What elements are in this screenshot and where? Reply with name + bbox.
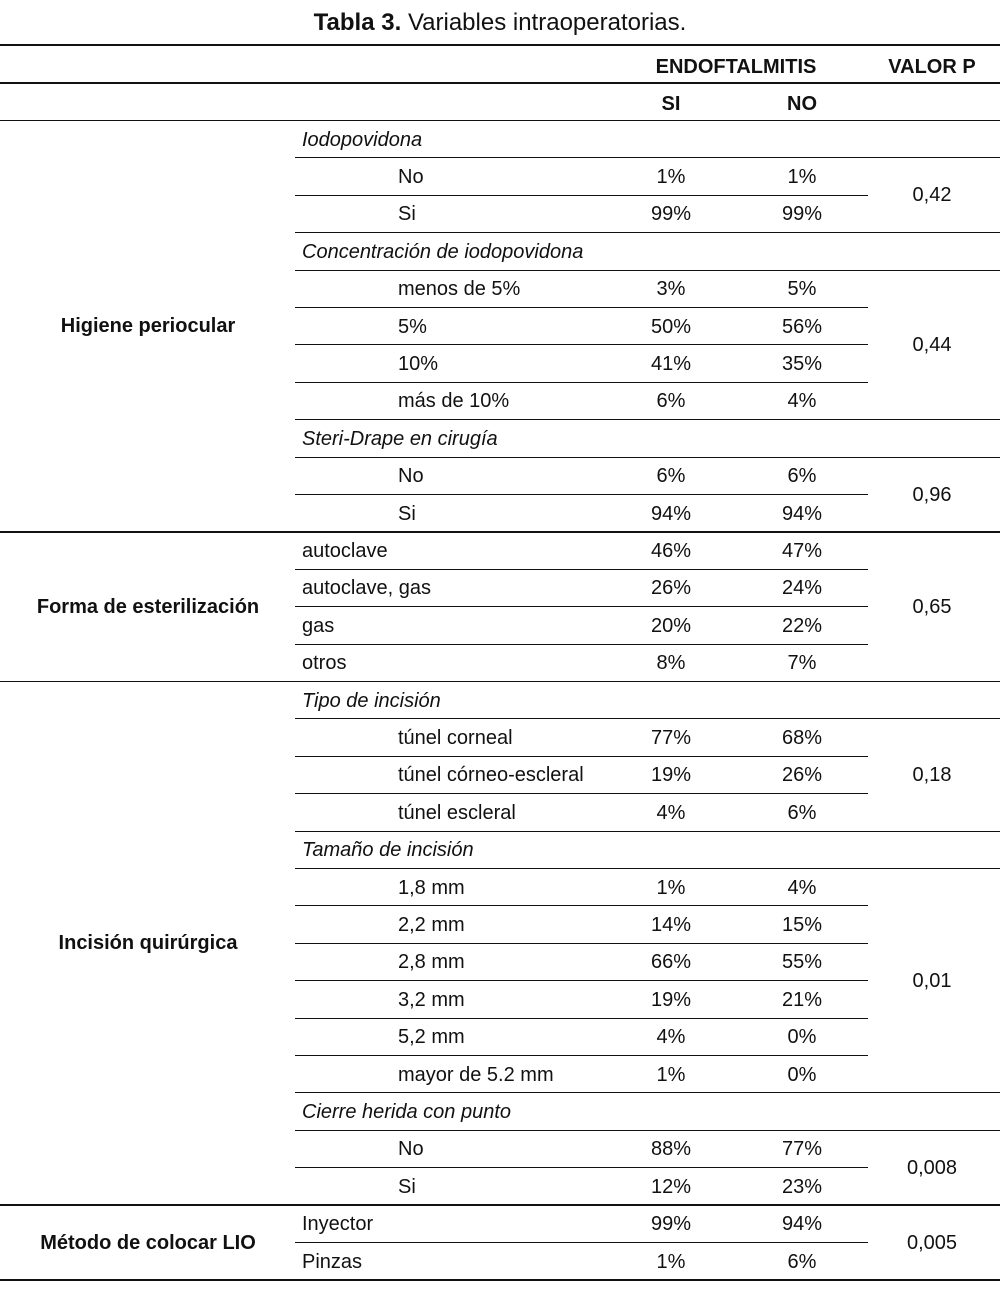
value-no: 7% [787, 652, 817, 675]
value-si: 66% [650, 951, 692, 974]
table-rule [0, 681, 1000, 683]
row-label: Si [398, 502, 416, 525]
value-si: 88% [650, 1138, 692, 1161]
table-rule [295, 232, 1000, 233]
table-rule [295, 494, 868, 495]
value-no: 4% [787, 390, 817, 413]
row-label: No [398, 1138, 424, 1161]
row-label: 2,2 mm [398, 913, 465, 936]
value-no: 94% [781, 502, 823, 525]
value-no: 55% [781, 951, 823, 974]
p-value: 0,96 [912, 483, 952, 506]
value-si: 1% [656, 1250, 686, 1273]
value-si: 99% [650, 203, 692, 226]
row-label: No [398, 465, 424, 488]
table-rule [295, 943, 868, 944]
value-no: 6% [787, 1250, 817, 1273]
value-no: 0% [787, 1063, 817, 1086]
table-rule [0, 44, 1000, 46]
table-rule [295, 1242, 868, 1243]
value-si: 26% [650, 577, 692, 600]
header-pvalue: VALOR P [888, 56, 976, 78]
table-rule [295, 1018, 868, 1019]
table-rule [295, 905, 868, 906]
value-si: 46% [650, 539, 692, 562]
table-rule [0, 531, 1000, 533]
table-rule [295, 1055, 868, 1056]
row-label: 3,2 mm [398, 988, 465, 1011]
value-si: 4% [656, 801, 686, 824]
row-label: túnel corneal [398, 726, 513, 749]
table-rule [295, 1167, 868, 1168]
value-si: 3% [656, 278, 686, 301]
table-rule [295, 718, 1000, 719]
header-si: SI [661, 93, 681, 115]
p-value: 0,18 [912, 764, 952, 786]
row-label: 1,8 mm [398, 876, 465, 899]
row-label: 5,2 mm [398, 1026, 465, 1049]
row-label: Inyector [302, 1213, 374, 1236]
table-rule [295, 419, 1000, 420]
section-label: Método de colocar LIO [40, 1231, 256, 1254]
section-label: Forma de esterilización [36, 595, 260, 618]
group-title: Iodopovidona [302, 128, 423, 151]
table-rule [0, 1279, 1000, 1281]
value-no: 24% [781, 577, 823, 600]
value-no: 5% [787, 278, 817, 301]
group-title: Concentración de iodopovidona [302, 240, 584, 263]
row-label: gas [302, 614, 335, 637]
value-no: 6% [787, 465, 817, 488]
value-si: 1% [656, 876, 686, 899]
value-si: 12% [650, 1175, 692, 1198]
row-label: mayor de 5.2 mm [398, 1063, 554, 1086]
table-rule [295, 793, 868, 794]
value-si: 1% [656, 1063, 686, 1086]
value-no: 99% [781, 203, 823, 226]
p-value: 0,005 [906, 1231, 958, 1254]
table-rule [295, 980, 868, 981]
value-si: 6% [656, 390, 686, 413]
row-label: más de 10% [398, 390, 510, 413]
section-label: Incisión quirúrgica [58, 932, 238, 955]
p-value: 0,01 [912, 969, 952, 992]
value-no: 1% [787, 165, 817, 188]
table-rule [295, 1130, 1000, 1131]
value-si: 6% [656, 465, 686, 488]
value-si: 19% [650, 764, 692, 787]
table-rule [295, 868, 1000, 869]
header-endoftalmitis: ENDOFTALMITIS [655, 56, 817, 78]
group-title: Tamaño de incisión [302, 839, 474, 862]
value-si: 4% [656, 1026, 686, 1049]
table-rule [0, 82, 1000, 83]
row-label: No [398, 165, 424, 188]
p-value: 0,008 [906, 1156, 958, 1179]
value-no: 15% [781, 913, 823, 936]
value-no: 47% [781, 539, 823, 562]
table-rule [295, 270, 1000, 271]
row-label: Si [398, 203, 416, 226]
row-label: autoclave [302, 539, 388, 562]
value-no: 0% [787, 1026, 817, 1049]
row-label: 5% [398, 315, 427, 338]
table-rule [295, 382, 868, 383]
value-si: 1% [656, 165, 686, 188]
value-no: 35% [781, 352, 823, 375]
table-rule [295, 606, 868, 607]
group-title: Tipo de incisión [302, 689, 441, 712]
value-no: 56% [781, 315, 823, 338]
value-si: 99% [650, 1213, 692, 1236]
p-value: 0,44 [912, 333, 952, 356]
value-no: 4% [787, 876, 817, 899]
table-rule [295, 1092, 1000, 1093]
value-no: 22% [781, 614, 823, 637]
value-si: 8% [656, 652, 686, 675]
value-si: 20% [650, 614, 692, 637]
value-si: 77% [650, 726, 692, 749]
value-no: 77% [781, 1138, 823, 1161]
value-si: 19% [650, 988, 692, 1011]
value-no: 23% [781, 1175, 823, 1198]
row-label: autoclave, gas [302, 577, 431, 600]
table-rule [295, 195, 868, 196]
caption-number: Tabla 3. [313, 9, 402, 36]
row-label: Pinzas [302, 1250, 363, 1273]
value-si: 94% [650, 502, 692, 525]
group-title: Steri-Drape en cirugía [302, 427, 498, 450]
table-rule [295, 157, 1000, 158]
value-si: 14% [650, 913, 692, 936]
group-title: Cierre herida con punto [302, 1100, 512, 1123]
row-label: Si [398, 1175, 416, 1198]
value-si: 41% [650, 352, 692, 375]
table-rule [0, 120, 1000, 121]
header-no: NO [787, 93, 817, 115]
table-rule [295, 756, 868, 757]
value-no: 68% [781, 726, 823, 749]
table-rule [295, 569, 868, 570]
value-no: 26% [781, 764, 823, 787]
row-label: 10% [398, 352, 439, 375]
table-rule [0, 1204, 1000, 1206]
value-no: 21% [781, 988, 823, 1011]
section-label: Higiene periocular [60, 315, 236, 338]
row-label: túnel escleral [398, 801, 516, 824]
caption-text: Variables intraoperatorias. [407, 9, 687, 36]
table-rule [295, 831, 1000, 832]
value-no: 6% [787, 801, 817, 824]
p-value: 0,42 [912, 184, 952, 207]
p-value: 0,65 [912, 595, 952, 618]
table-rule [295, 644, 868, 645]
value-no: 94% [781, 1213, 823, 1236]
row-label: túnel córneo-escleral [398, 764, 584, 787]
value-si: 50% [650, 315, 692, 338]
row-label: otros [302, 652, 347, 675]
table-rule [295, 307, 868, 308]
row-label: 2,8 mm [398, 951, 465, 974]
table-rule [295, 344, 868, 345]
row-label: menos de 5% [398, 278, 521, 301]
table-rule [295, 457, 1000, 458]
